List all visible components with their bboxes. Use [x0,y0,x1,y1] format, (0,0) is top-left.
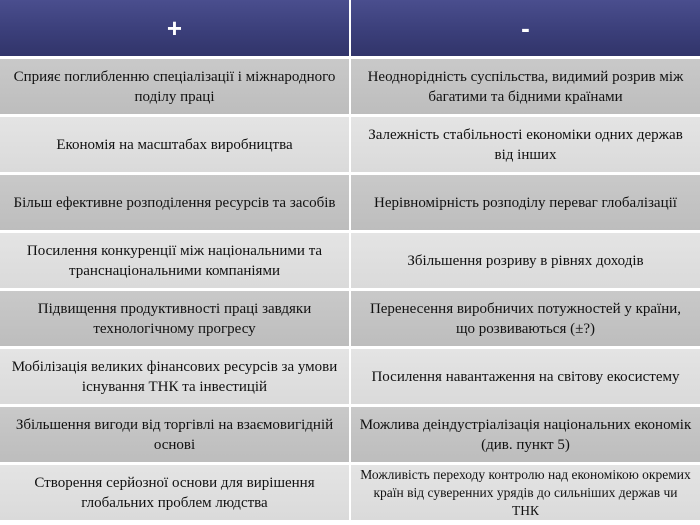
con-cell: Неоднорідність суспільства, видимий розрив між багатими та бідними країнами [351,59,700,117]
cons-header: - [351,0,700,59]
pro-cell: Економія на масштабах виробництва [0,117,349,175]
con-cell: Перенесення виробничих потужностей у країни, що розвиваються (±?) [351,291,700,349]
pro-cell: Створення серйозної основи для вирішення глобальних проблем людства [0,465,349,523]
pro-cell: Збільшення вигоди від торгівлі на взаємовигідній основі [0,407,349,465]
con-cell: Залежність стабільності економіки одних держав від інших [351,117,700,175]
pro-cell: Мобілізація великих фінансових ресурсів за умови існування ТНК та інвестицій [0,349,349,407]
con-cell: Посилення навантаження на світову екосистему [351,349,700,407]
pros-header: + [0,0,349,59]
con-cell: Нерівномірність розподілу переваг глобалізації [351,175,700,233]
con-cell: Можлива деіндустріалізація національних економік (див. пункт 5) [351,407,700,465]
pro-cell: Більш ефективне розподілення ресурсів та засобів [0,175,349,233]
pro-cell: Підвищення продуктивності праці завдяки технологічному прогресу [0,291,349,349]
con-cell: Збільшення розриву в рівнях доходів [351,233,700,291]
pro-cell: Сприяє поглибленню спеціалізації і міжнародного поділу праці [0,59,349,117]
pro-cell: Посилення конкуренції між національними та транснаціональними компаніями [0,233,349,291]
con-cell: Можливість переходу контролю над економікою окремих країн від суверенних урядів до сильніших держав чи ТНК [351,465,700,523]
